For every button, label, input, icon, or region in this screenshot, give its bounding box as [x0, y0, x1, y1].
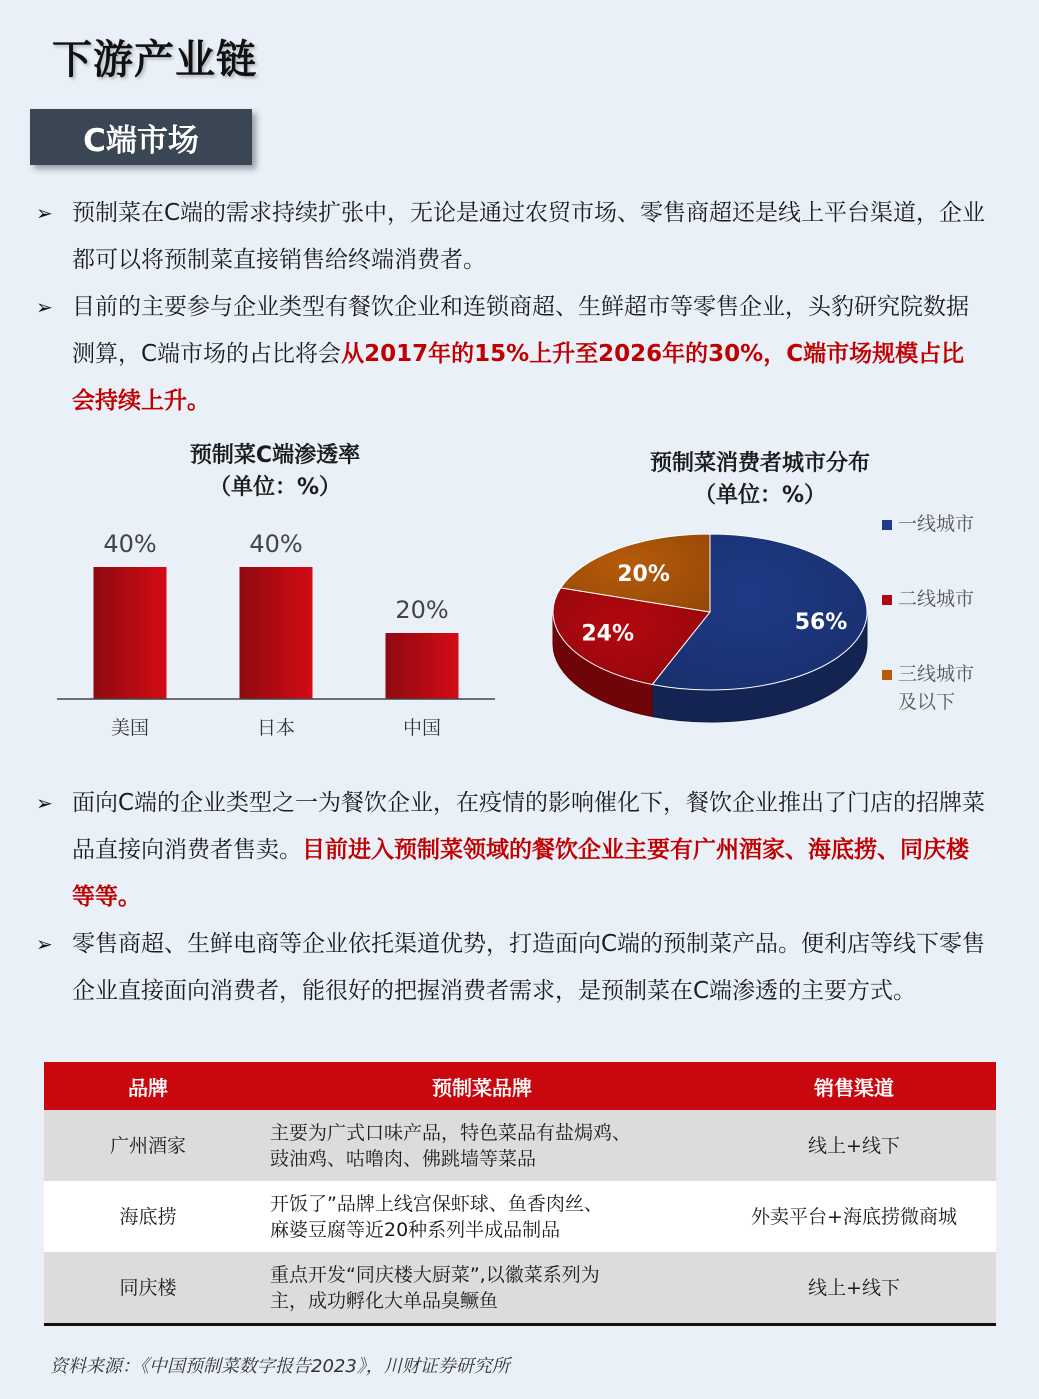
paragraph-3 [36, 780, 986, 921]
table-row [44, 1252, 996, 1323]
cell-products-line: 主要为广式口味产品，特色菜品有盐焗鸡、 [270, 1121, 632, 1144]
paragraph-1 [36, 190, 986, 284]
bar-chart-title-text: 预制菜C端渗透率 [189, 443, 361, 468]
legend-item [882, 585, 974, 613]
bar-chart [40, 515, 510, 755]
source-note: 资料来源：《中国预制菜数字报告2023》，川财证券研究所 [50, 1356, 510, 1377]
cell-products [252, 1191, 712, 1243]
cell-products-line: 重点开发“同庆楼大厨菜”,以徽菜系列为 [270, 1263, 600, 1286]
legend-item [882, 510, 974, 538]
cell-channel: 外卖平台+海底捞微商城 [751, 1205, 957, 1228]
header-channel: 销售渠道 [814, 1075, 894, 1100]
legend-label: 三线城市 [898, 663, 975, 685]
table-header [44, 1062, 996, 1110]
legend-label: 及以下 [898, 691, 956, 713]
legend-swatch [882, 520, 892, 530]
cell-products [252, 1262, 712, 1314]
pie-chart-title [600, 448, 920, 512]
arrow-bullet-icon: ➢ [36, 295, 53, 319]
pie-chart [540, 525, 880, 735]
paragraph-text: 预制菜在C端的需求持续扩张中，无论是通过农贸市场、零售商超还是线上平台渠道，企业都可以将预制菜直接销售给终端消费者。 [72, 200, 986, 273]
cell-products-line: 麻婆豆腐等近20种系列半成品制品 [270, 1218, 561, 1241]
paragraph-highlight: 从2017年的15%上升至2026年的30%，C端市场规模占比会持续上升。 [72, 341, 965, 414]
cell-channel: 线上+线下 [808, 1276, 900, 1299]
bar-2 [240, 567, 313, 699]
bar-value-label: 20% [395, 596, 449, 624]
cell-brand: 广州酒家 [109, 1134, 186, 1157]
paragraph-text: 零售商超、生鲜电商等企业依托渠道优势，打造面向C端的预制菜产品。便利店等线下零售企业直接面向消费者，能很好的把握消费者需求，是预制菜在C端渗透的主要方式。 [72, 931, 986, 1004]
bar-chart-title [130, 440, 420, 504]
legend-item [882, 660, 974, 716]
cell-products [252, 1120, 712, 1172]
bar-category-label: 美国 [110, 717, 150, 739]
section-tag: C端市场 [30, 109, 252, 165]
cell-products-line: 豉油鸡、咕噜肉、佛跳墙等菜品 [270, 1147, 537, 1170]
table-row [44, 1181, 996, 1252]
paragraph-2 [36, 284, 986, 425]
arrow-bullet-icon: ➢ [36, 932, 53, 956]
cell-products-line: 主，成功孵化大单品臭鳜鱼 [270, 1289, 499, 1312]
page-title: 下游产业链 [52, 36, 257, 83]
pie-chart-title-text: 预制菜消费者城市分布 [649, 451, 870, 476]
cell-channel: 线上+线下 [808, 1134, 900, 1157]
table-row [44, 1110, 996, 1181]
pie-value-label: 56% [794, 610, 848, 636]
bar-chart-subtitle: （单位：%） [208, 475, 342, 500]
legend-swatch [882, 595, 892, 605]
bar-category-label: 日本 [256, 717, 296, 739]
header-products: 预制菜品牌 [432, 1075, 532, 1100]
paragraph-highlight: 目前进入预制菜领域的餐饮企业主要有广州酒家、海底捞、同庆楼等等。 [72, 837, 969, 910]
brand-table [44, 1062, 996, 1326]
paragraph-4 [36, 921, 986, 1015]
paragraph-text: 面向C端的企业类型之一为餐饮企业，在疫情的影响催化下，餐饮企业推出了门店的招牌菜品直接向消费者售卖。 [72, 790, 986, 863]
bar-1 [94, 567, 167, 699]
bar-value-label: 40% [103, 530, 157, 558]
legend-label: 二线城市 [898, 588, 975, 610]
legend-label: 一线城市 [898, 513, 975, 535]
pie-value-label: 20% [617, 561, 670, 587]
paragraph-text: 目前的主要参与企业类型有餐饮企业和连锁商超、生鲜超市等零售企业，头豹研究院数据测算，C端市场的占比将会 [72, 294, 969, 367]
pie-chart-subtitle: （单位：%） [693, 483, 827, 508]
arrow-bullet-icon: ➢ [36, 791, 53, 815]
bar-category-label: 中国 [402, 717, 442, 739]
cell-brand: 同庆楼 [119, 1276, 177, 1299]
cell-products-line: 开饭了”品牌上线宫保虾球、鱼香肉丝、 [270, 1192, 603, 1215]
pie-value-label: 24% [581, 621, 635, 647]
arrow-bullet-icon: ➢ [36, 201, 53, 225]
header-brand: 品牌 [128, 1075, 168, 1100]
legend-swatch [882, 670, 892, 680]
bar-3 [386, 633, 459, 699]
bar-value-label: 40% [249, 530, 303, 558]
cell-brand: 海底捞 [119, 1205, 177, 1228]
